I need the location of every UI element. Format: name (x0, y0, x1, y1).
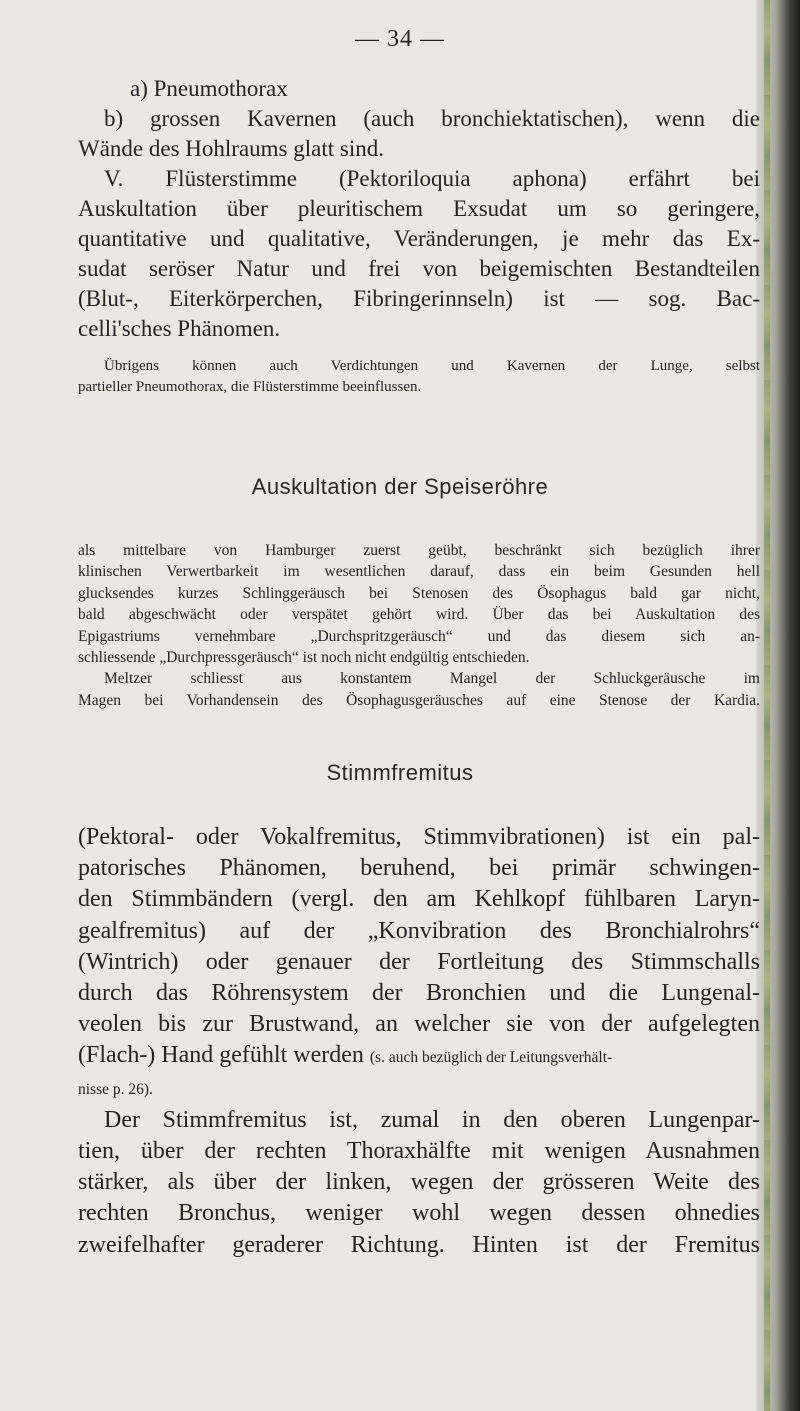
text-line: quantitative und qualitative, Veränderungen, je mehr das Ex- (78, 226, 760, 251)
text-line: glucksendes kurzes Schlinggeräusch bei Stenosen des Ösophagus bald gar nicht, (78, 584, 760, 602)
page-edge-tint (764, 0, 770, 1411)
text-line: nisse p. 26). (78, 1080, 153, 1098)
text-line: celli'sches Phänomen. (78, 316, 281, 341)
text-line: veolen bis zur Brustwand, an welcher sie von der aufgelegten (78, 1011, 760, 1038)
text-segment-small: (s. auch bezüglich der Leitungsverhält- (369, 1049, 613, 1067)
page-edge-shadow (756, 0, 800, 1411)
text-line: durch das Röhrensystem der Bronchien und die Lungenal- (78, 980, 760, 1007)
text-segment: (Flach-) Hand gefühlt werden (78, 1042, 364, 1069)
section-heading-speiseroehre: Auskultation der Speiseröhre (251, 474, 549, 499)
text-line: a) Pneumothorax (130, 76, 288, 101)
text-line: klinischen Verwertbarkeit im wesentlichen darauf, dass ein beim Gesunden hell (78, 563, 760, 581)
section-heading-stimmfremitus: Stimmfremitus (326, 760, 474, 785)
text-line: Epigastriums vernehmbare „Durchspritzgeräusch“ und das diesem sich an- (78, 627, 760, 645)
text-line: rechten Bronchus, weniger wohl wegen dessen ohnedies (78, 1200, 760, 1227)
text-line: sudat seröser Natur und frei von beigemischten Bestandteilen (78, 256, 760, 281)
text-line (78, 1040, 760, 1073)
note-line: partieller Pneumothorax, die Flüsterstimme beeinflussen. (78, 379, 422, 395)
text-line: Wände des Hohlraums glatt sind. (78, 136, 384, 161)
note-line: Übrigens können auch Verdichtungen und Kavernen der Lunge, selbst (104, 358, 760, 374)
footnote (78, 356, 760, 398)
text-line: Der Stimmfremitus ist, zumal in den oberen Lungenpar- (104, 1106, 760, 1133)
text-line: (Blut-, Eiterkörperchen, Fibringerinnseln) ist — sog. Bac- (78, 286, 760, 311)
text-line: (Pektoral- oder Vokalfremitus, Stimmvibrationen) ist ein pal- (78, 824, 760, 850)
text-line: zweifelhafter geraderer Richtung. Hinten ist der Fremitus (78, 1231, 760, 1258)
section-speiseroehre (78, 540, 760, 711)
text-line: den Stimmbändern (vergl. den am Kehlkopf fühlbaren Laryn- (78, 886, 760, 913)
text-line: b) grossen Kavernen (auch bronchiektatischen), wenn die (104, 106, 760, 131)
section-stimmfremitus (78, 822, 760, 1261)
text-line: gealfremitus) auf der „Konvibration des Bronchialrohrs“ (78, 917, 760, 944)
text-line: Magen bei Vorhandensein des Ösophagusgeräusches auf eine Stenose der Kardia. (78, 691, 760, 709)
section-pneumothorax (78, 74, 760, 344)
text-line: bald abgeschwächt oder verspätet gehört wird. Über das bei Auskultation des (78, 606, 760, 624)
text-line: Meltzer schliesst aus konstantem Mangel der Schluckgeräusche im (104, 670, 760, 688)
text-line: Auskultation über pleuritischem Exsudat um so geringere, (78, 196, 760, 221)
text-line: tien, über der rechten Thoraxhälfte mit wenigen Ausnahmen (78, 1138, 760, 1165)
text-line: patorisches Phänomen, beruhend, bei primär schwingen- (78, 855, 760, 882)
text-line: V. Flüsterstimme (Pektoriloquia aphona) erfährt bei (104, 166, 760, 191)
text-line: stärker, als über der linken, wegen der grösseren Weite des (78, 1169, 760, 1196)
text-line: (Wintrich) oder genauer der Fortleitung des Stimmschalls (78, 948, 760, 975)
text-line: als mittelbare von Hamburger zuerst geübt, beschränkt sich bezüglich ihrer (78, 542, 760, 559)
text-line: schliessende „Durchpressgeräusch“ ist noch nicht endgültig entschieden. (78, 649, 530, 667)
page-number: — 34 — (355, 26, 445, 52)
